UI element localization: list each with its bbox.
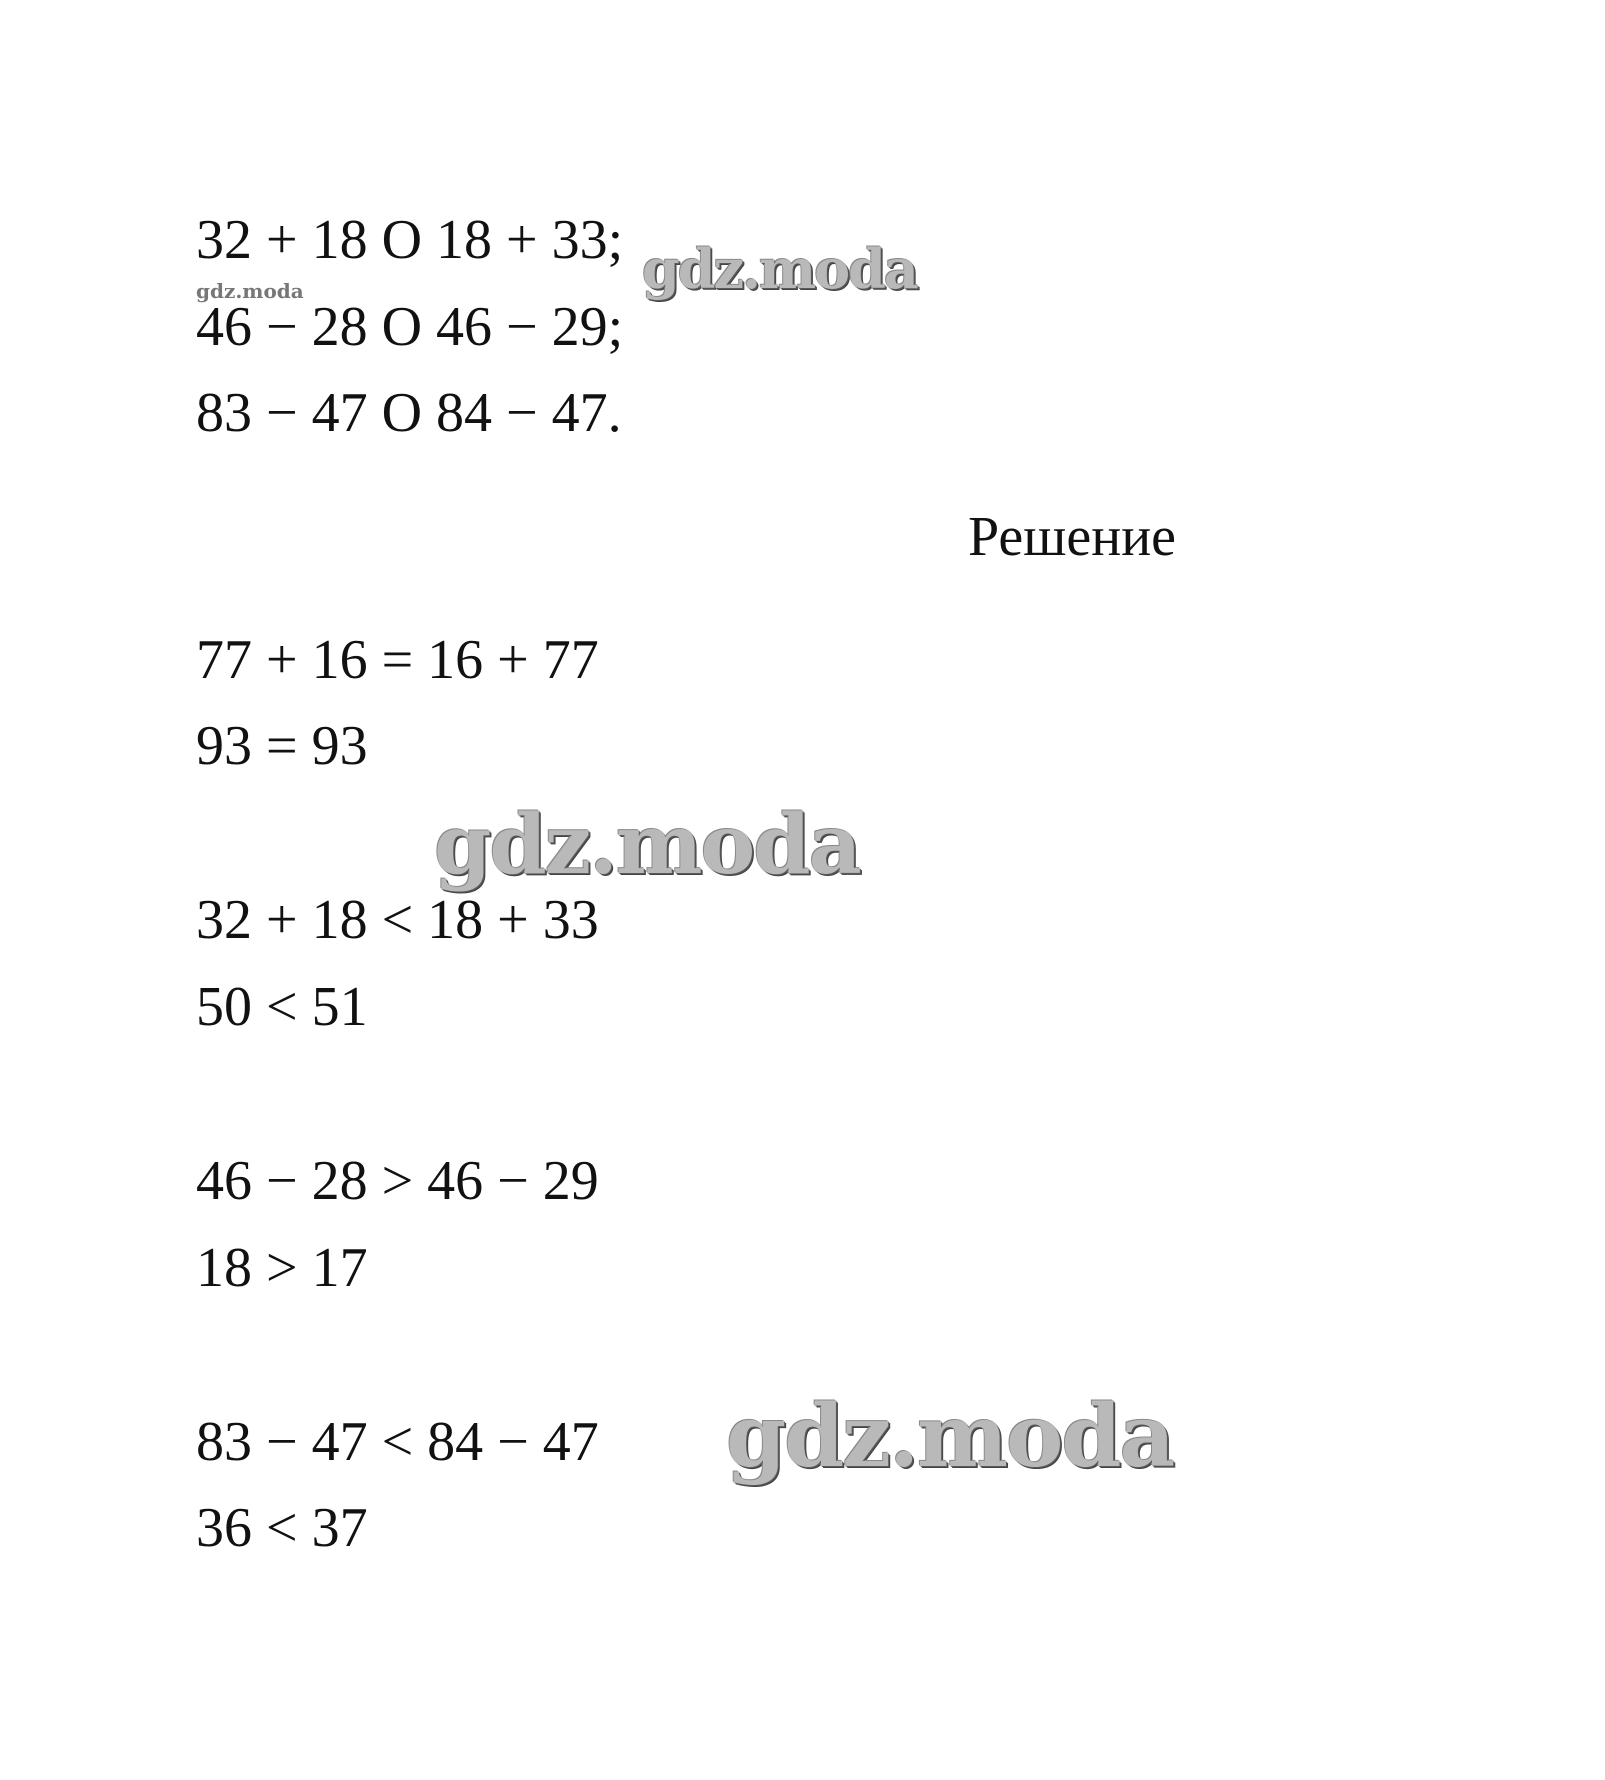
- solution-1-result: 93 = 93: [196, 715, 368, 777]
- watermark-small: gdz.moda: [196, 279, 304, 303]
- watermark-middle: gdz.moda: [434, 797, 860, 893]
- solution-3-result: 18 > 17: [196, 1237, 368, 1299]
- solution-2-expression: 32 + 18 < 18 + 33: [196, 889, 599, 951]
- solution-4-expression: 83 − 47 < 84 − 47: [196, 1411, 599, 1473]
- task-line-2: 46 − 28 O 46 − 29;: [196, 296, 624, 358]
- solution-heading: Решение: [968, 506, 1177, 568]
- solution-1-expression: 77 + 16 = 16 + 77: [196, 629, 599, 691]
- watermark-bottom: gdz.moda: [726, 1386, 1174, 1487]
- solution-3-expression: 46 − 28 > 46 − 29: [196, 1150, 599, 1212]
- task-line-1: 32 + 18 O 18 + 33;: [196, 209, 624, 271]
- task-line-3: 83 − 47 O 84 − 47.: [196, 382, 622, 444]
- solution-2-result: 50 < 51: [196, 976, 368, 1038]
- solution-4-result: 36 < 37: [196, 1497, 368, 1559]
- watermark-top: gdz.moda: [642, 237, 917, 301]
